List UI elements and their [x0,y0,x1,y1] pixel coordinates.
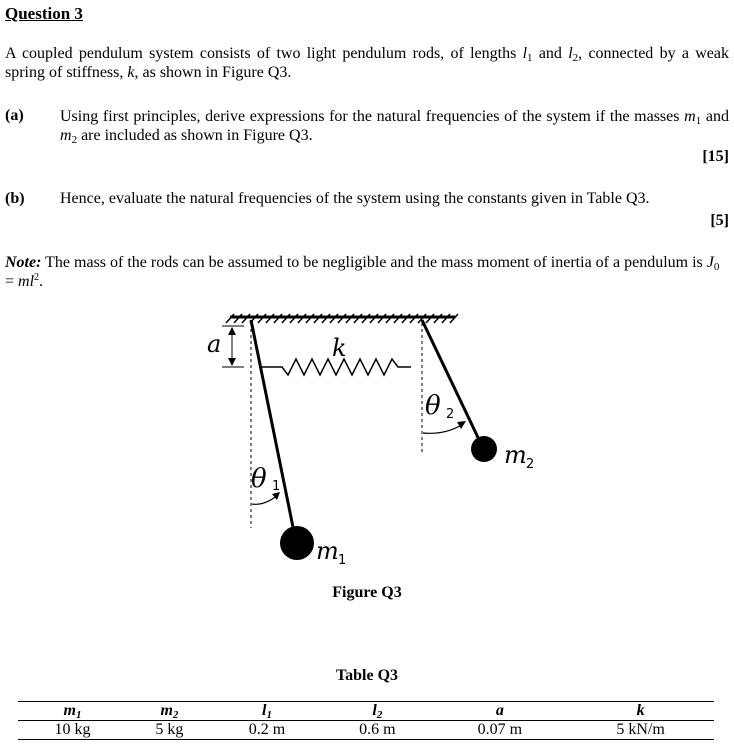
theta2-arc [423,424,463,433]
label-m2-sub: 2 [526,457,535,472]
part-b-marks: [5] [710,212,729,229]
coupled-pendulum-figure [0,300,734,580]
intro-paragraph: A coupled pendulum system consists of two light pendulum rods, of lengths $l_1$ and $l_2$, connected by a weak spring of stiffness, k, as shown in Figure Q3. [5,45,729,81]
part-a-label: (a) [5,107,24,124]
header-k: k [567,702,714,721]
table-caption: Table Q3 [335,667,399,684]
label-m2: m [504,441,527,469]
dimension-a-arrow-bottom [228,358,236,366]
label-theta1-sub: 1 [272,479,281,494]
label-theta2-sub: 2 [446,407,455,422]
label-theta1: θ [251,464,267,494]
value-l2: 0.6 m [322,721,432,740]
part-a-text: Using first principles, derive expressions for the natural frequencies of the system if the masses $m_1$ and $m_2$ are included as shown in Figure Q3. [60,108,729,146]
mass-1 [280,526,314,560]
header-m1: $m_1$ [18,702,127,721]
table-row [18,721,714,740]
header-m2: $m_2$ [127,702,212,721]
header-l2: $l_2$ [322,702,432,721]
label-m1: m [316,537,339,565]
label-a: a [207,330,222,358]
theta2-arrow [457,421,466,429]
table-header-row [18,702,714,721]
header-a: a [433,702,568,721]
note-paragraph: Note: The mass of the rods can be assumed to be negligible and the mass moment of inertia of a pendulum is $J_0 = ml^2$. [5,254,720,290]
label-k: k [332,334,347,362]
label-theta2: θ [425,391,441,421]
value-l1: 0.2 m [212,721,322,740]
part-b-text: Hence, evaluate the natural frequencies of the system using the constants given in Table Q3. [60,190,650,207]
part-a-marks: [15] [702,148,729,165]
value-m2: 5 kg [127,721,212,740]
figure-caption: Figure Q3 [332,584,402,601]
pendulum-rod-1 [251,320,296,542]
question-title: Question 3 [5,4,83,23]
label-m1-sub: 1 [338,553,347,568]
dimension-a-arrow-top [228,327,236,335]
mass-2 [471,436,497,462]
value-m1: 10 kg [18,721,127,740]
constants-table [18,701,714,740]
value-a: 0.07 m [433,721,568,740]
value-k: 5 kN/m [567,721,714,740]
header-l1: $l_1$ [212,702,322,721]
part-b-label: (b) [5,190,25,207]
